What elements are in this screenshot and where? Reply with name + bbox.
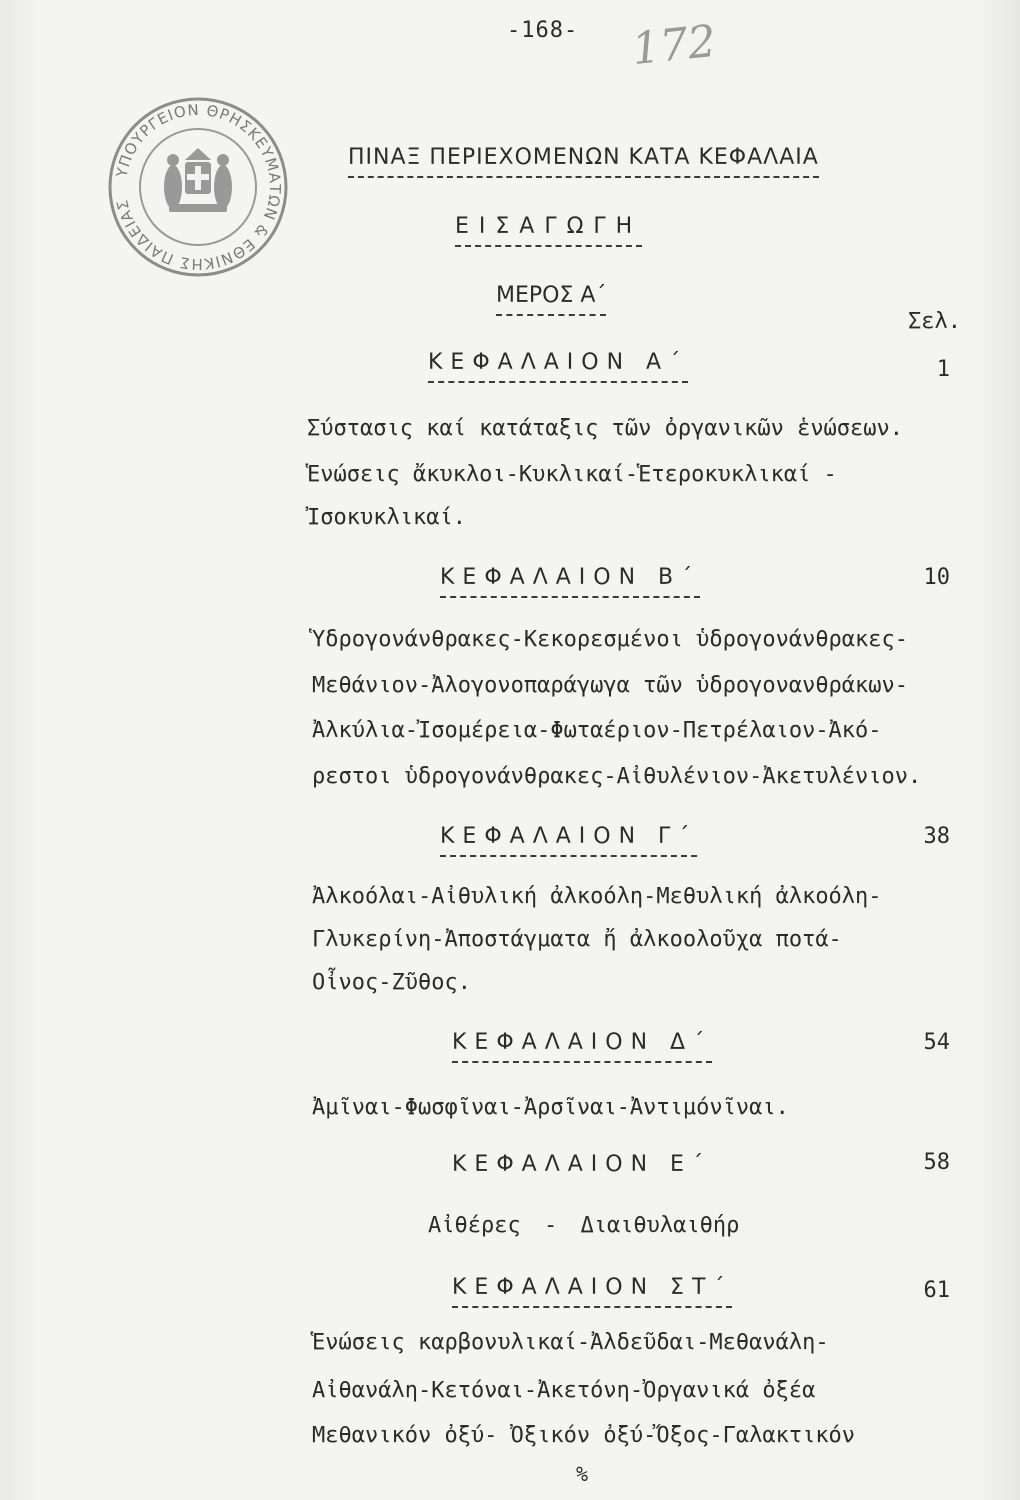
chapter-line: Ἑνώσεις καρβονυλικαί-Ἀλδεῦδαι-Μεθανάλη- <box>312 1330 829 1355</box>
stamp-seal-icon <box>103 92 293 282</box>
chapter-line: Σύστασις καί κατάταξις τῶν ὀργανικῶν ἑνώσεων. <box>307 416 904 441</box>
section-introduction: ΕΙΣΑΓΩΓΗ <box>455 214 642 247</box>
chapter-line: Ἀμῖναι-Φωσφῖναι-Ἀρσῖναι-Ἀντιμόνῖναι. <box>312 1095 789 1120</box>
chapter-line: Ἀλκύλια-Ἰσομέρεια-Φωταέριον-Πετρέλαιον-Ἀκό- <box>312 718 882 743</box>
page-title: ΠΙΝΑΞ ΠΕΡΙΕΧΟΜΕΝΩΝ ΚΑΤΑ ΚΕΦΑΛΑΙΑ <box>348 145 819 178</box>
chapter-line: Ἑνώσεις ἄκυκλοι-Κυκλικαί-Ἑτεροκυκλικαί - <box>307 462 837 487</box>
chapter-line: Γλυκερίνη-Ἀποστάγματα ἤ ἀλκοολοῦχα ποτά- <box>312 927 842 952</box>
chapter-line: Οἶνος-Ζῦθος. <box>312 970 471 995</box>
chapter-heading: ΚΕΦΑΛΑΙΟΝ ΣΤ΄ <box>452 1275 732 1308</box>
part-heading: ΜΕΡΟΣ Α΄ <box>496 283 606 316</box>
continuation-mark: % <box>576 1462 589 1486</box>
handwritten-page-number: 172 <box>629 15 719 76</box>
chapter-heading: ΚΕΦΑΛΑΙΟΝ Γ΄ <box>440 824 697 857</box>
chapter-line: Ἀλκοόλαι-Αἰθυλική ἀλκοόλη-Μεθυλική ἀλκοόλη- <box>312 884 882 909</box>
chapter-page: 1 <box>936 357 950 382</box>
chapter-line: Μεθάνιον-Ἀλογονοπαράγωγα τῶν ὑδρογονανθράκων- <box>312 673 909 698</box>
chapter-heading: ΚΕΦΑΛΑΙΟΝ Δ΄ <box>452 1030 712 1063</box>
chapter-line: Ὑδρογονάνθρακες-Κεκορεσμένοι ὑδρογονάνθρακες- <box>312 627 909 652</box>
chapter-heading: ΚΕΦΑΛΑΙΟΝ Α΄ <box>428 350 688 383</box>
chapter-line: Ἰσοκυκλικαί. <box>307 505 466 530</box>
chapter-line: ρεστοι ὑδρογονάνθρακες-Αἰθυλένιον-Ἀκετυλένιον. <box>312 764 922 789</box>
chapter-heading: ΚΕΦΑΛΑΙΟΝ Β΄ <box>440 565 700 598</box>
chapter-page: 10 <box>923 565 950 590</box>
stamp-ring-text: ΥΠΟΥΡΓΕΙΟΝ ΘΡΗΣΚΕΥΜΑΤΩΝ & ΕΘΝΙΚΗΣ ΠΑΙΔΕΙΑΣ <box>112 100 285 274</box>
chapter-line: Αἰθανάλη-Κετόναι-Ἀκετόνη-Ὀργανικά ὀξέα <box>312 1378 816 1403</box>
ministry-stamp <box>103 92 293 282</box>
chapter-line: Μεθανικόν ὀξύ- Ὀξικόν ὀξύ-Ὄξος-Γαλακτικόν <box>312 1423 856 1448</box>
chapter-page: 61 <box>923 1278 950 1303</box>
chapter-line: Αἰθέρες - Διαιθυλαιθήρ <box>428 1213 740 1238</box>
page-column-label: Σελ. <box>908 309 961 334</box>
page-number: -168- <box>507 18 579 43</box>
chapter-heading: ΚΕΦΑΛΑΙΟΝ Ε΄ <box>452 1152 711 1177</box>
chapter-page: 54 <box>923 1030 950 1055</box>
chapter-page: 58 <box>923 1150 950 1175</box>
chapter-page: 38 <box>923 824 950 849</box>
